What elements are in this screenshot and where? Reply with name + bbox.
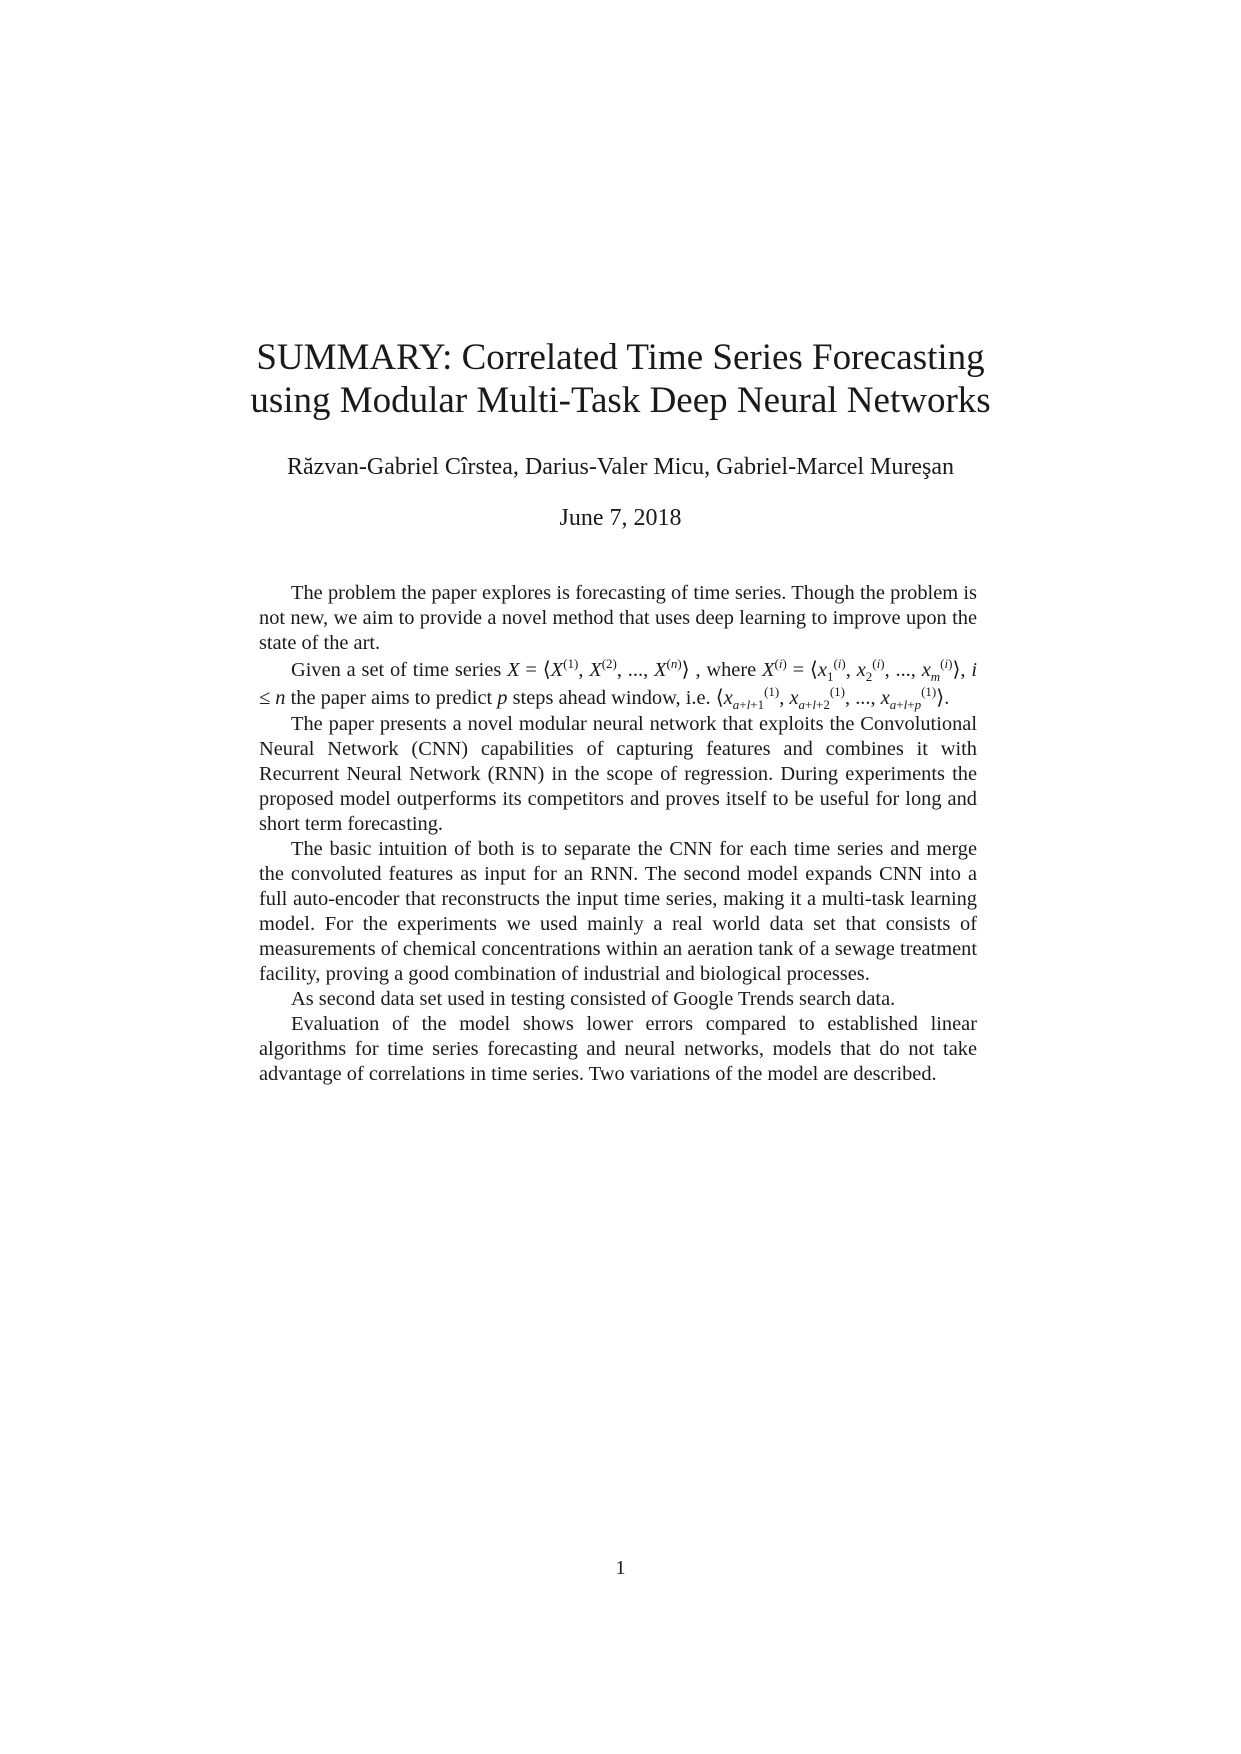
paper-title: [200, 336, 1041, 422]
summary-body: [259, 581, 977, 1087]
title-line-1: SUMMARY: Correlated Time Series Forecasting: [256, 337, 985, 378]
definition-mid-text: the paper aims to predict: [290, 687, 493, 709]
definition-intro-text: Given a set of time series: [291, 659, 502, 681]
title-line-2: using Modular Multi-Task Deep Neural Networks: [250, 380, 991, 421]
math-series-elements: $X^{(i)}$ = $⟨x_1^{(i)}$, $x_2^{(i)}$, ..., $x_m^{(i)}⟩$, i ≤ n: [259, 656, 977, 709]
publication-date: June 7, 2018: [559, 505, 682, 531]
math-prediction-window: $⟨x_{a+l+1}^{(1)}$, $x_{a+l+2}^{(1)}$, ..., $x_{a+l+p}^{(1)}⟩$.: [715, 684, 950, 713]
author-list: Răzvan-Gabriel Cîrstea, Darius-Valer Micu, Gabriel-Marcel Mureşan: [286, 454, 955, 480]
page-number: 1: [615, 1557, 626, 1579]
paragraph-model: The paper presents a novel modular neural network that exploits the Convolutional Neural Network (CNN) capabilities of capturing features and combines it with Recurrent Neural Network (RNN) in the scope of regression. During experiments the proposed model outperforms its competitors and proves itself to be useful for long and short term forecasting.: [259, 713, 977, 835]
definition-steps-text: steps ahead window, i.e.: [512, 687, 711, 709]
paragraph-definition: [259, 656, 977, 712]
definition-where-text: , where: [695, 659, 757, 681]
math-p: p: [497, 687, 508, 709]
paragraph-intuition: The basic intuition of both is to separate the CNN for each time series and merge the convoluted features as input for an RNN. The second model expands CNN into a full auto-encoder that reconstructs the input time series, making it a multi-task learning model. For the experiments we used mainly a real world data set that consists of measurements of chemical concentrations within an aeration tank of a sewage treatment facility, proving a good combination of industrial and biological processes.: [259, 838, 977, 985]
paragraph-evaluation: Evaluation of the model shows lower errors compared to established linear algorithms for time series forecasting and neural networks, models that do not take advantage of correlations in time series. Two variations of the model are described.: [259, 1013, 977, 1085]
paragraph-problem: The problem the paper explores is forecasting of time series. Though the problem is not new, we aim to provide a novel method that uses deep learning to improve upon the state of the art.: [259, 582, 977, 654]
math-series-set: $X = ⟨X^{(1)}$, $X^{(2)}$, ..., $X^{(n)}⟩$: [507, 656, 690, 681]
paragraph-second-dataset: As second data set used in testing consisted of Google Trends search data.: [291, 988, 896, 1010]
